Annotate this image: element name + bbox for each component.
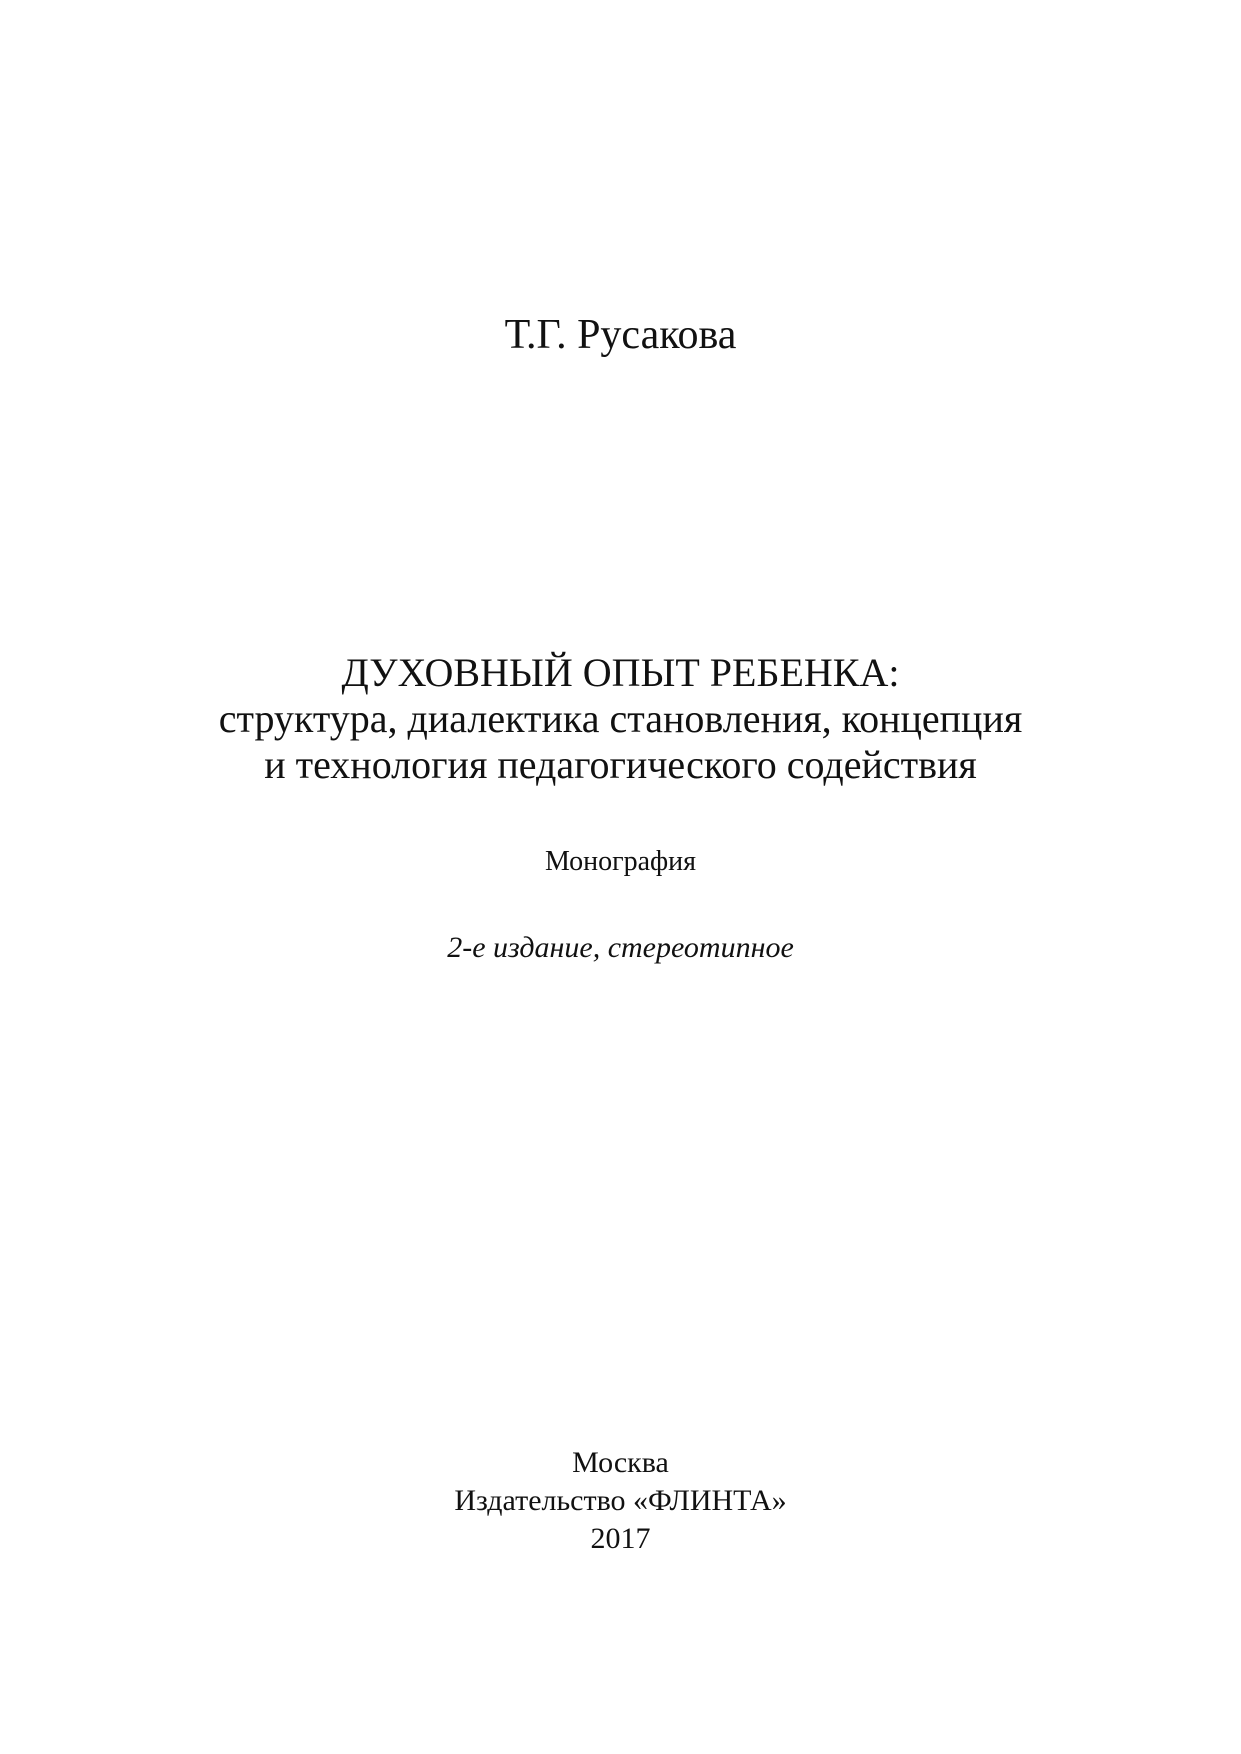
edition-note: 2-е издание, стереотипное [447,931,794,964]
book-title [0,650,1241,788]
imprint-city: Москва [572,1446,669,1479]
title-subtitle-line-2: и технология педагогического содействия [264,742,977,787]
genre-label: Монография [544,846,697,877]
imprint-year: 2017 [590,1522,651,1555]
title-subtitle-line-1: структура, диалектика становления, концепция [218,696,1023,741]
title-main: ДУХОВНЫЙ ОПЫТ РЕБЕНКА: [341,650,900,695]
imprint [0,1444,1241,1558]
author-name: Т.Г. Русакова [504,312,737,358]
imprint-publisher: Издательство «ФЛИНТА» [454,1484,787,1517]
